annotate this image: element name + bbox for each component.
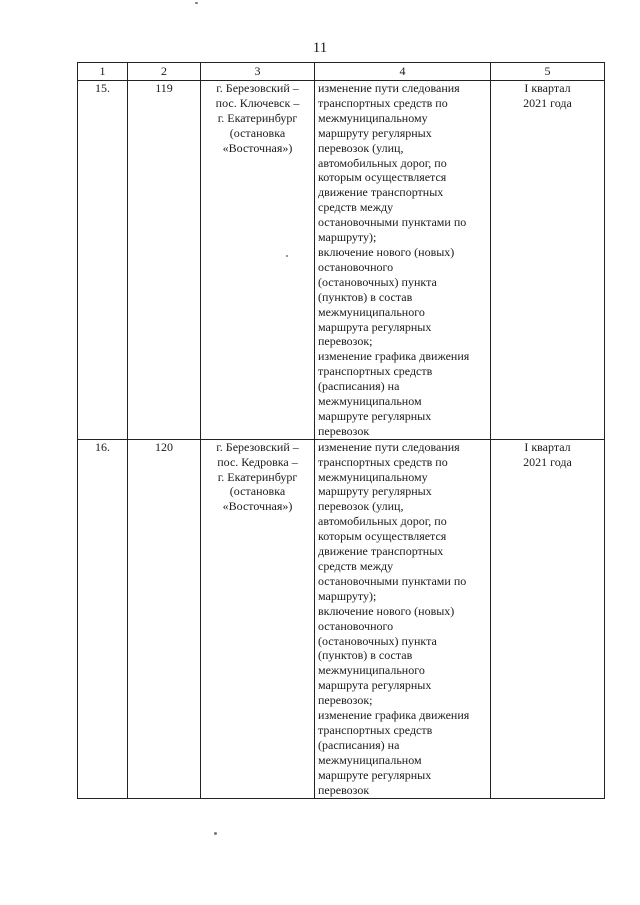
row-number: 16.: [95, 439, 110, 454]
change_lines-line: которым осуществляется: [318, 170, 447, 185]
change_lines-line: транспортных средств по: [318, 454, 448, 469]
route-name-cell: [201, 81, 315, 440]
term-cell: [491, 439, 605, 798]
change_lines-line: межмуниципальному: [318, 469, 428, 484]
route_lines-line: г. Екатеринбург: [217, 110, 298, 125]
change_lines-line: средств между: [318, 200, 394, 215]
change_lines-line: перевозок;: [318, 693, 373, 708]
change_lines-line: транспортных средств: [318, 364, 433, 379]
column-header: 1: [78, 63, 128, 81]
route_lines-line: «Восточная»): [222, 140, 293, 155]
scan-speck: [195, 2, 198, 4]
change_lines-line: остановочными пунктами по: [318, 215, 467, 230]
change_lines-line: межмуниципального: [318, 663, 425, 678]
change_lines-line: (пунктов) в состав: [318, 648, 413, 663]
term_lines-line: 2021 года: [523, 95, 572, 110]
change_lines-line: изменение графика движения: [318, 349, 470, 364]
change_lines-line: перевозок: [318, 423, 370, 438]
change_lines-line: средств между: [318, 559, 394, 573]
change_lines-line: маршруту);: [318, 588, 377, 603]
term-cell: [491, 81, 605, 440]
change_lines-line: маршруту);: [318, 230, 377, 245]
route_lines-line: (остановка: [229, 125, 286, 140]
column-header: 2: [128, 63, 201, 81]
scan-speck: [214, 832, 217, 835]
row-number-cell: [78, 81, 128, 440]
change_lines-line: (остановочных) пункта: [318, 633, 437, 648]
change_lines-line: изменение пути следования: [318, 81, 460, 95]
term_lines-line: I квартал: [524, 439, 571, 454]
route_lines-line: г. Березовский –: [216, 81, 299, 95]
change_lines-line: транспортных средств: [318, 722, 433, 737]
route_lines-line: пос. Ключевск –: [215, 95, 300, 110]
route_lines-line: (остановка: [229, 484, 286, 499]
change-description-cell: [315, 439, 491, 798]
change_lines-line: движение транспортных: [318, 544, 444, 559]
column-header: 4: [315, 63, 491, 81]
table-row: [78, 81, 605, 440]
route_lines-line: пос. Кедровка –: [217, 454, 298, 469]
change_lines-line: транспортных средств по: [318, 95, 448, 110]
change_lines-line: межмуниципального: [318, 304, 425, 319]
term_lines-line: I квартал: [524, 81, 571, 95]
change_lines-line: маршрута регулярных: [318, 319, 432, 334]
route-code-cell: [128, 439, 201, 798]
change_lines-line: межмуниципальному: [318, 110, 428, 125]
row-number: 15.: [95, 81, 110, 95]
route-name-cell: [201, 439, 315, 798]
table-row: [78, 439, 605, 798]
change_lines-line: автомобильных дорог, по: [318, 514, 447, 529]
change_lines-line: маршруту регулярных: [318, 484, 432, 499]
scan-speck: [286, 255, 288, 257]
change_lines-line: остановочными пунктами по: [318, 573, 467, 588]
change_lines-line: остановочного: [318, 618, 394, 633]
change_lines-line: перевозок: [318, 782, 370, 797]
term_lines-line: 2021 года: [523, 454, 572, 469]
column-header: 5: [491, 63, 605, 81]
route_lines-line: «Восточная»): [222, 499, 293, 514]
change_lines-line: маршруту регулярных: [318, 125, 432, 140]
change_lines-line: межмуниципальном: [318, 752, 422, 767]
change_lines-line: (расписания) на: [318, 379, 400, 394]
change_lines-line: включение нового (новых): [318, 603, 455, 618]
change_lines-line: движение транспортных: [318, 185, 444, 200]
route_lines-line: г. Екатеринбург: [217, 469, 298, 484]
row-number-cell: [78, 439, 128, 798]
change_lines-line: изменение пути следования: [318, 439, 460, 454]
page-number: 11: [312, 40, 328, 56]
change_lines-line: межмуниципальном: [318, 394, 422, 409]
route-code-cell: [128, 81, 201, 440]
schedule-table: [77, 62, 605, 799]
change_lines-line: которым осуществляется: [318, 529, 447, 544]
change_lines-line: перевозок;: [318, 334, 373, 349]
column-header: 3: [201, 63, 315, 81]
change_lines-line: маршрута регулярных: [318, 678, 432, 693]
change_lines-line: автомобильных дорог, по: [318, 155, 447, 170]
route_lines-line: г. Березовский –: [216, 439, 299, 454]
change_lines-line: (остановочных) пункта: [318, 274, 437, 289]
change_lines-line: маршруте регулярных: [318, 767, 432, 782]
route-code: 119: [155, 81, 173, 95]
change_lines-line: маршруте регулярных: [318, 408, 432, 423]
table-header-row: [78, 63, 605, 81]
change_lines-line: перевозок (улиц,: [318, 140, 404, 155]
change_lines-line: (пунктов) в состав: [318, 289, 413, 304]
change_lines-line: изменение графика движения: [318, 708, 470, 723]
change_lines-line: включение нового (новых): [318, 244, 455, 259]
change_lines-line: остановочного: [318, 259, 394, 274]
route-code: 120: [155, 439, 173, 454]
change-description-cell: [315, 81, 491, 440]
change_lines-line: перевозок (улиц,: [318, 499, 404, 514]
change_lines-line: (расписания) на: [318, 737, 400, 752]
